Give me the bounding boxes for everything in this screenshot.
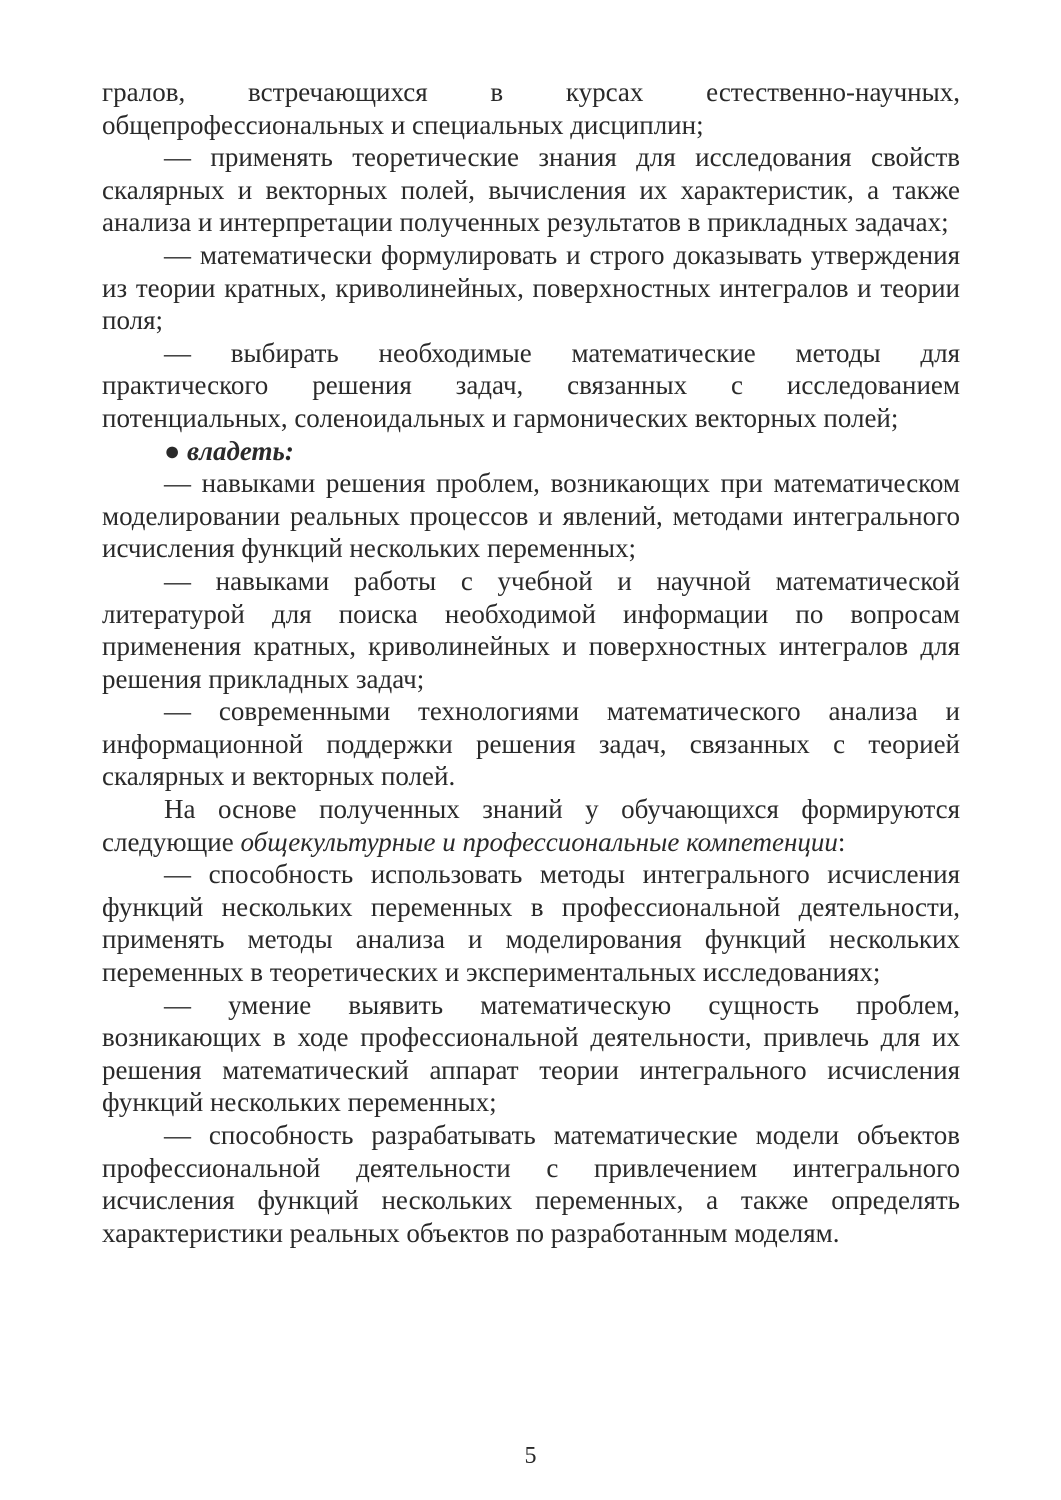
list-item-literature-skills: — навыками работы с учебной и научной математической литературой для поиска необходимой информации по вопросам применения кратных, криволинейных и поверхностных интегралов для решения прикладных задач; <box>102 565 960 694</box>
list-item-modern-technologies: — современными технологиями математического анализа и информационной поддержки решения задач, связанных с теорией скалярных и векторных полей. <box>102 696 960 792</box>
page-number: 5 <box>524 1443 537 1469</box>
list-item-choose-methods: — выбирать необходимые математические методы для практического решения задач, связанных с исследованием потенциальных, соленоидальных и гармонических векторных полей; <box>102 337 960 433</box>
paragraph-continuation: гралов, встречающихся в курсах естественно-научных, общепрофессиональных и специальных дисциплин; <box>102 77 960 140</box>
competencies-intro-text: На основе полученных знаний у обучающихся формируются следующие <box>102 794 960 857</box>
list-item-apply-knowledge: — применять теоретические знания для исследования свойств скалярных и векторных полей, вычисления их характеристик, а также анализа и интерпретации полученных результатов в прикладных задачах; <box>102 142 960 238</box>
paragraph-competencies-intro <box>102 793 960 858</box>
list-item-formulate: — математически формулировать и строго доказывать утверждения из теории кратных, криволинейных, поверхностных интегралов и теории поля; <box>102 239 960 336</box>
list-item-problem-solving-skills: — навыками решения проблем, возникающих при математическом моделировании реальных процессов и явлений, методами интегрального исчисления функций нескольких переменных; <box>102 468 960 564</box>
competencies-colon: : <box>837 826 846 857</box>
page-body <box>102 76 960 1249</box>
list-item-ability-use-methods: — способность использовать методы интегрального исчисления функций нескольких переменных в профессиональной деятельности, применять методы анализа и моделирования функций нескольких переменных в теоретических и экспериментальных исследованиях; <box>102 859 960 988</box>
list-item-develop-models: — способность разрабатывать математические модели объектов профессиональной деятельности с привлечением интегрального исчисления функций нескольких переменных, а также определять характеристики реальных объектов по разработанным моделям. <box>102 1120 960 1248</box>
list-item-identify-essence: — умение выявить математическую сущность проблем, возникающих в ходе профессиональной деятельности, привлечь для их решения математический аппарат теории интегрального исчисления функций нескольких переменных; <box>102 989 960 1118</box>
competencies-term: общекультурные и профессиональные компетенции <box>240 826 838 857</box>
section-heading-vladet: ● владеть: <box>164 435 294 466</box>
